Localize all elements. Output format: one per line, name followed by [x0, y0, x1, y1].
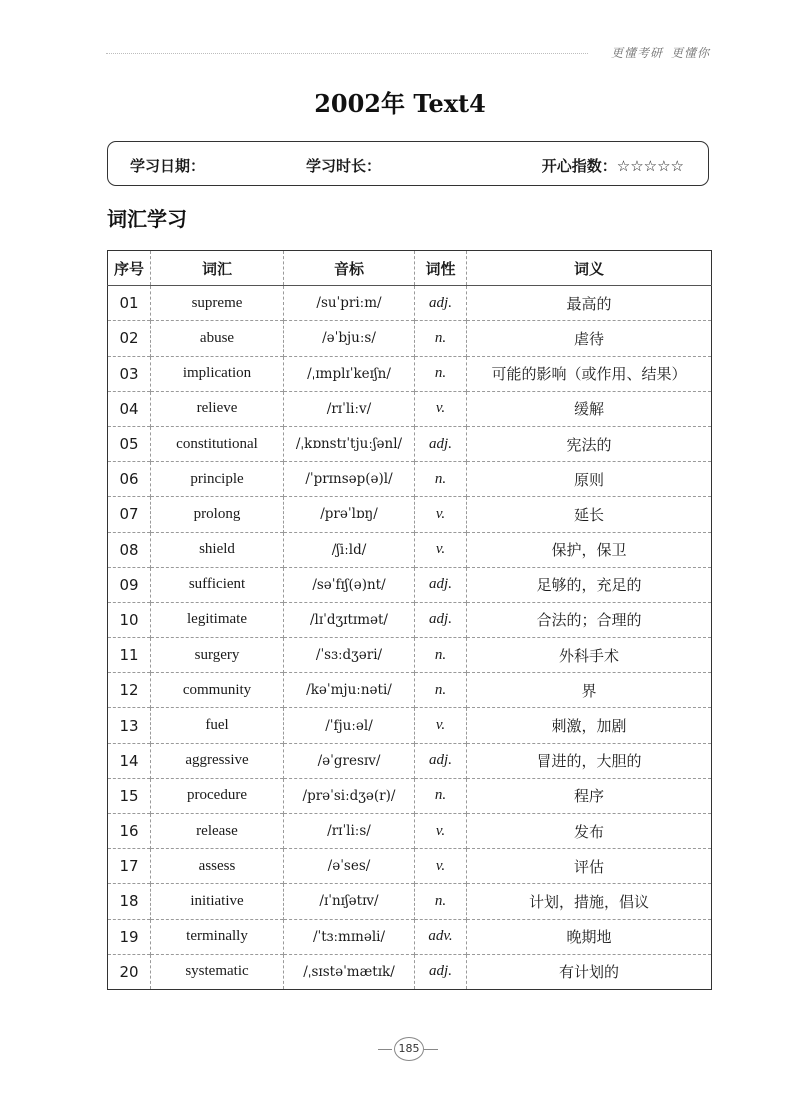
phonetic-cell: /prəˈlɒŋ/: [284, 497, 415, 532]
word-cell: abuse: [151, 321, 284, 356]
meaning-cell: 晚期地: [467, 919, 712, 954]
pos-cell: adj.: [415, 602, 467, 637]
word-cell: legitimate: [151, 602, 284, 637]
meaning-cell: 刺激，加剧: [467, 708, 712, 743]
table-row: [108, 919, 712, 954]
table-row: [108, 497, 712, 532]
phonetic-cell: /rɪˈliːv/: [284, 391, 415, 426]
page-number-rule-right: [424, 1049, 438, 1050]
pos-cell: v.: [415, 532, 467, 567]
pos-cell: n.: [415, 884, 467, 919]
table-row: [108, 778, 712, 813]
pos-cell: adj.: [415, 567, 467, 602]
table-row: [108, 638, 712, 673]
phonetic-cell: /rɪˈliːs/: [284, 814, 415, 849]
pos-cell: v.: [415, 708, 467, 743]
pos-cell: v.: [415, 391, 467, 426]
index-cell: 18: [108, 884, 151, 919]
word-cell: initiative: [151, 884, 284, 919]
phonetic-cell: /ˌsɪstəˈmætɪk/: [284, 954, 415, 989]
phonetic-cell: /ˌkɒnstɪˈtjuːʃənl/: [284, 426, 415, 461]
pos-cell: adj.: [415, 743, 467, 778]
study-info-box: [107, 141, 709, 186]
pos-cell: v.: [415, 814, 467, 849]
phonetic-cell: /suˈpriːm/: [284, 286, 415, 321]
index-cell: 01: [108, 286, 151, 321]
word-cell: procedure: [151, 778, 284, 813]
table-header-row: [108, 251, 712, 286]
table-row: [108, 567, 712, 602]
index-cell: 15: [108, 778, 151, 813]
meaning-cell: 原则: [467, 462, 712, 497]
word-cell: implication: [151, 356, 284, 391]
word-cell: shield: [151, 532, 284, 567]
pos-cell: v.: [415, 497, 467, 532]
pos-cell: n.: [415, 778, 467, 813]
meaning-cell: 保护，保卫: [467, 532, 712, 567]
word-cell: principle: [151, 462, 284, 497]
word-cell: constitutional: [151, 426, 284, 461]
phonetic-cell: /ɪˈnɪʃətɪv/: [284, 884, 415, 919]
phonetic-cell: /prəˈsiːdʒə(r)/: [284, 778, 415, 813]
index-cell: 19: [108, 919, 151, 954]
index-cell: 12: [108, 673, 151, 708]
phonetic-cell: /əˈses/: [284, 849, 415, 884]
header-pos: 词性: [415, 251, 467, 286]
pos-cell: adv.: [415, 919, 467, 954]
pos-cell: adj.: [415, 426, 467, 461]
meaning-cell: 虐待: [467, 321, 712, 356]
pos-cell: n.: [415, 638, 467, 673]
mood-star-icons[interactable]: ☆☆☆☆☆: [616, 157, 684, 175]
table-row: [108, 532, 712, 567]
meaning-cell: 评估: [467, 849, 712, 884]
pos-cell: v.: [415, 849, 467, 884]
index-cell: 13: [108, 708, 151, 743]
phonetic-cell: /ˈfjuːəl/: [284, 708, 415, 743]
pos-cell: n.: [415, 321, 467, 356]
pos-cell: n.: [415, 673, 467, 708]
phonetic-cell: /ˈprɪnsəp(ə)l/: [284, 462, 415, 497]
header-phonetic: 音标: [284, 251, 415, 286]
header-divider: [106, 53, 588, 54]
table-row: [108, 849, 712, 884]
header-index: 序号: [108, 251, 151, 286]
study-duration-label: 学习时长：: [306, 157, 382, 175]
word-cell: systematic: [151, 954, 284, 989]
table-row: [108, 814, 712, 849]
meaning-cell: 缓解: [467, 391, 712, 426]
meaning-cell: 合法的；合理的: [467, 602, 712, 637]
table-row: [108, 286, 712, 321]
table-row: [108, 356, 712, 391]
page-title: 2002年 Text4: [314, 89, 486, 118]
index-cell: 09: [108, 567, 151, 602]
word-cell: assess: [151, 849, 284, 884]
header-slogan: [603, 44, 710, 61]
word-cell: release: [151, 814, 284, 849]
word-cell: relieve: [151, 391, 284, 426]
slogan-part-1: 更懂考研: [610, 46, 663, 60]
pos-cell: adj.: [415, 286, 467, 321]
table-row: [108, 954, 712, 989]
word-cell: aggressive: [151, 743, 284, 778]
table-row: [108, 462, 712, 497]
table-row: [108, 391, 712, 426]
table-row: [108, 673, 712, 708]
table-row: [108, 884, 712, 919]
table-row: [108, 708, 712, 743]
meaning-cell: 最高的: [467, 286, 712, 321]
word-cell: community: [151, 673, 284, 708]
index-cell: 05: [108, 426, 151, 461]
pos-cell: n.: [415, 356, 467, 391]
meaning-cell: 冒进的，大胆的: [467, 743, 712, 778]
table-row: [108, 426, 712, 461]
meaning-cell: 有计划的: [467, 954, 712, 989]
pos-cell: adj.: [415, 954, 467, 989]
mood-index-label: 开心指数：: [541, 157, 617, 175]
phonetic-cell: /ˌɪmplɪˈkeɪʃn/: [284, 356, 415, 391]
meaning-cell: 宪法的: [467, 426, 712, 461]
phonetic-cell: /ˈsɜːdʒəri/: [284, 638, 415, 673]
header-word: 词汇: [151, 251, 284, 286]
table-row: [108, 602, 712, 637]
index-cell: 16: [108, 814, 151, 849]
page-number: 185: [394, 1037, 424, 1061]
index-cell: 06: [108, 462, 151, 497]
index-cell: 07: [108, 497, 151, 532]
vocabulary-table: [107, 250, 712, 990]
phonetic-cell: /əˈbjuːs/: [284, 321, 415, 356]
table-row: [108, 743, 712, 778]
section-title: 词汇学习: [107, 207, 187, 231]
phonetic-cell: /əˈgresɪv/: [284, 743, 415, 778]
phonetic-cell: /lɪˈdʒɪtɪmət/: [284, 602, 415, 637]
index-cell: 20: [108, 954, 151, 989]
pos-cell: n.: [415, 462, 467, 497]
mood-index: [542, 155, 684, 176]
header-meaning: 词义: [467, 251, 712, 286]
meaning-cell: 发布: [467, 814, 712, 849]
meaning-cell: 外科手术: [467, 638, 712, 673]
index-cell: 02: [108, 321, 151, 356]
meaning-cell: 界: [467, 673, 712, 708]
word-cell: fuel: [151, 708, 284, 743]
index-cell: 03: [108, 356, 151, 391]
meaning-cell: 计划，措施，倡议: [467, 884, 712, 919]
phonetic-cell: /kəˈmjuːnəti/: [284, 673, 415, 708]
meaning-cell: 延长: [467, 497, 712, 532]
index-cell: 10: [108, 602, 151, 637]
table-body: [108, 286, 712, 990]
phonetic-cell: /ʃiːld/: [284, 532, 415, 567]
index-cell: 17: [108, 849, 151, 884]
index-cell: 11: [108, 638, 151, 673]
index-cell: 08: [108, 532, 151, 567]
word-cell: sufficient: [151, 567, 284, 602]
phonetic-cell: /ˈtɜːmɪnəli/: [284, 919, 415, 954]
meaning-cell: 程序: [467, 778, 712, 813]
meaning-cell: 可能的影响（或作用、结果）: [467, 356, 712, 391]
study-date-label: 学习日期：: [130, 157, 206, 175]
index-cell: 14: [108, 743, 151, 778]
meaning-cell: 足够的，充足的: [467, 567, 712, 602]
word-cell: prolong: [151, 497, 284, 532]
word-cell: supreme: [151, 286, 284, 321]
table-row: [108, 321, 712, 356]
word-cell: terminally: [151, 919, 284, 954]
word-cell: surgery: [151, 638, 284, 673]
page-number-rule-left: [378, 1049, 392, 1050]
index-cell: 04: [108, 391, 151, 426]
slogan-part-2: 更懂你: [670, 46, 710, 60]
phonetic-cell: /səˈfɪʃ(ə)nt/: [284, 567, 415, 602]
